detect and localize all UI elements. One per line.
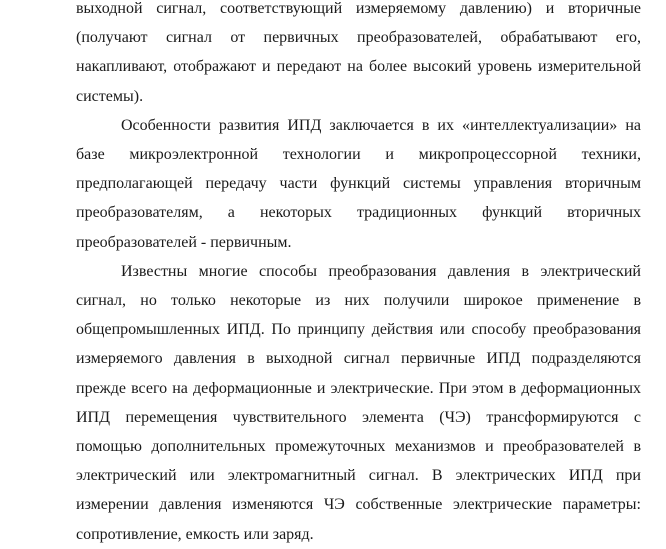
document-page [76,0,641,549]
paragraph-2: Особенности развития ИПД заключается в их «интеллектуализации» на базе микроэлектронной технологии и микропроцессорной техники, предполагающей передачу части функций системы управления вторичным преобразователям, а некоторых традиционных функций вторичных преобразователей - первичным. [76,116,641,251]
paragraph-3: Известны многие способы преобразования давления в электрический сигнал, но только некоторые из них получили широкое применение в общепромышленных ИПД. По принципу действия или способу преобразования измеряемого давления в выходной сигнал первичные ИПД подразделяются прежде всего на деформационные и электрические. При этом в деформационных ИПД перемещения чувствительного элемента (ЧЭ) трансформируются с помощью дополнительных промежуточных механизмов и преобразователей в электрический или электромагнитный сигнал. В электрических ИПД при измерении давления изменяются ЧЭ собственные электрические параметры: сопротивление, емкость или заряд. [76,262,641,543]
paragraph-1: выходной сигнал, соответствующий измеряемому давлению) и вторичные (получают сигнал от первичных преобразователей, обрабатывают его, накапливают, отображают и передают на более высокий уровень измерительной системы). [76,0,641,105]
